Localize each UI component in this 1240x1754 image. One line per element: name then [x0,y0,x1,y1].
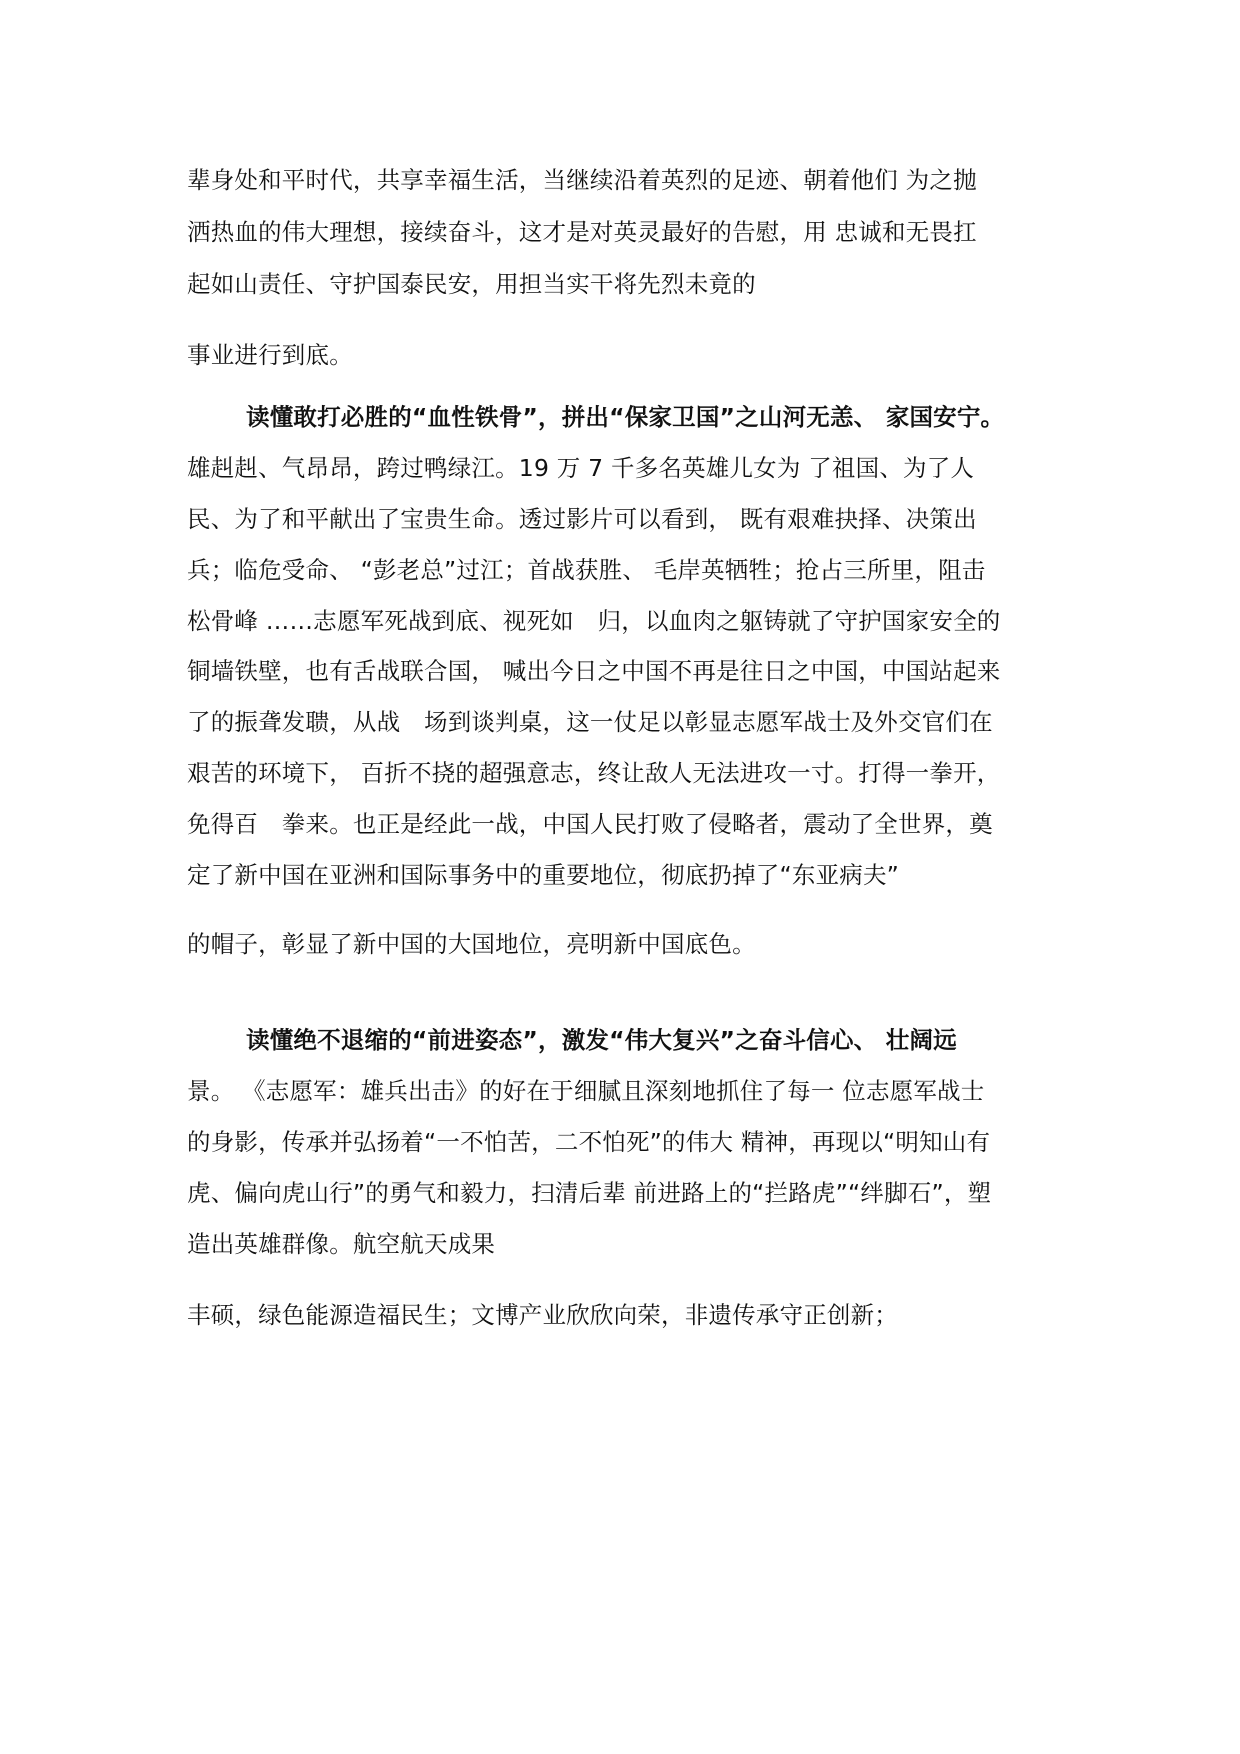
text-line: 兵；临危受命、 “彭老总”过江；首战获胜、 毛岸英牺牲；抢占三所里，阻击 [187,556,986,584]
text-line: 事业进行到底。 [187,341,353,369]
text-line: 松骨峰 ……志愿军死战到底、视死如 归，以血肉之躯铸就了守护国家安全的 [187,607,1001,635]
text-line: 丰硕，绿色能源造福民生；文博产业欣欣向荣，非遗传承守正创新； [187,1301,898,1329]
text-line: 免得百 拳来。也正是经此一战，中国人民打败了侵略者，震动了全世界，奠 [187,810,993,838]
text-line: 了的振聋发聩，从战 场到谈判桌，这一仗足以彰显志愿军战士及外交官们在 [187,708,993,736]
paragraph-heading: 读懂绝不退缩的“前进姿态”，激发“伟大复兴”之奋斗信心、 壮阔远 [246,1026,957,1054]
text-line: 造出英雄群像。航空航天成果 [187,1230,496,1258]
text-line: 起如山责任、守护国泰民安，用担当实干将先烈未竟的 [187,270,756,298]
text-line: 民、为了和平献出了宝贵生命。透过影片可以看到， 既有艰难抉择、决策出 [187,505,977,533]
text-line: 雄赳赳、气昂昂，跨过鸭绿江。19 万 7 千多名英雄儿女为 了祖国、为了人 [187,454,975,482]
text-line: 的身影，传承并弘扬着“一不怕苦，二不怕死”的伟大 精神，再现以“明知山有 [187,1128,991,1156]
text-line: 虎、偏向虎山行”的勇气和毅力，扫清后辈 前进路上的“拦路虎”“绊脚石”，塑 [187,1179,992,1207]
text-line: 的帽子，彰显了新中国的大国地位，亮明新中国底色。 [187,930,756,958]
text-line: 艰苦的环境下， 百折不挠的超强意志，终让敌人无法进攻一寸。打得一拳开， [187,759,1001,787]
text-line: 洒热血的伟大理想，接续奋斗，这才是对英灵最好的告慰，用 忠诚和无畏扛 [187,218,977,246]
text-line: 铜墙铁壁，也有舌战联合国， 喊出今日之中国不再是往日之中国，中国站起来 [187,657,1001,685]
text-line: 定了新中国在亚洲和国际事务中的重要地位，彻底扔掉了“东亚病夫” [187,861,900,889]
text-line: 辈身处和平时代，共享幸福生活，当继续沿着英烈的足迹、朝着他们 为之抛 [187,166,977,194]
text-line: 景。 《志愿军：雄兵出击》的好在于细腻且深刻地抓住了每一 位志愿军战士 [187,1077,985,1105]
paragraph-heading: 读懂敢打必胜的“血性铁骨”，拼出“保家卫国”之山河无恙、 家国安宁。 [246,403,1005,431]
